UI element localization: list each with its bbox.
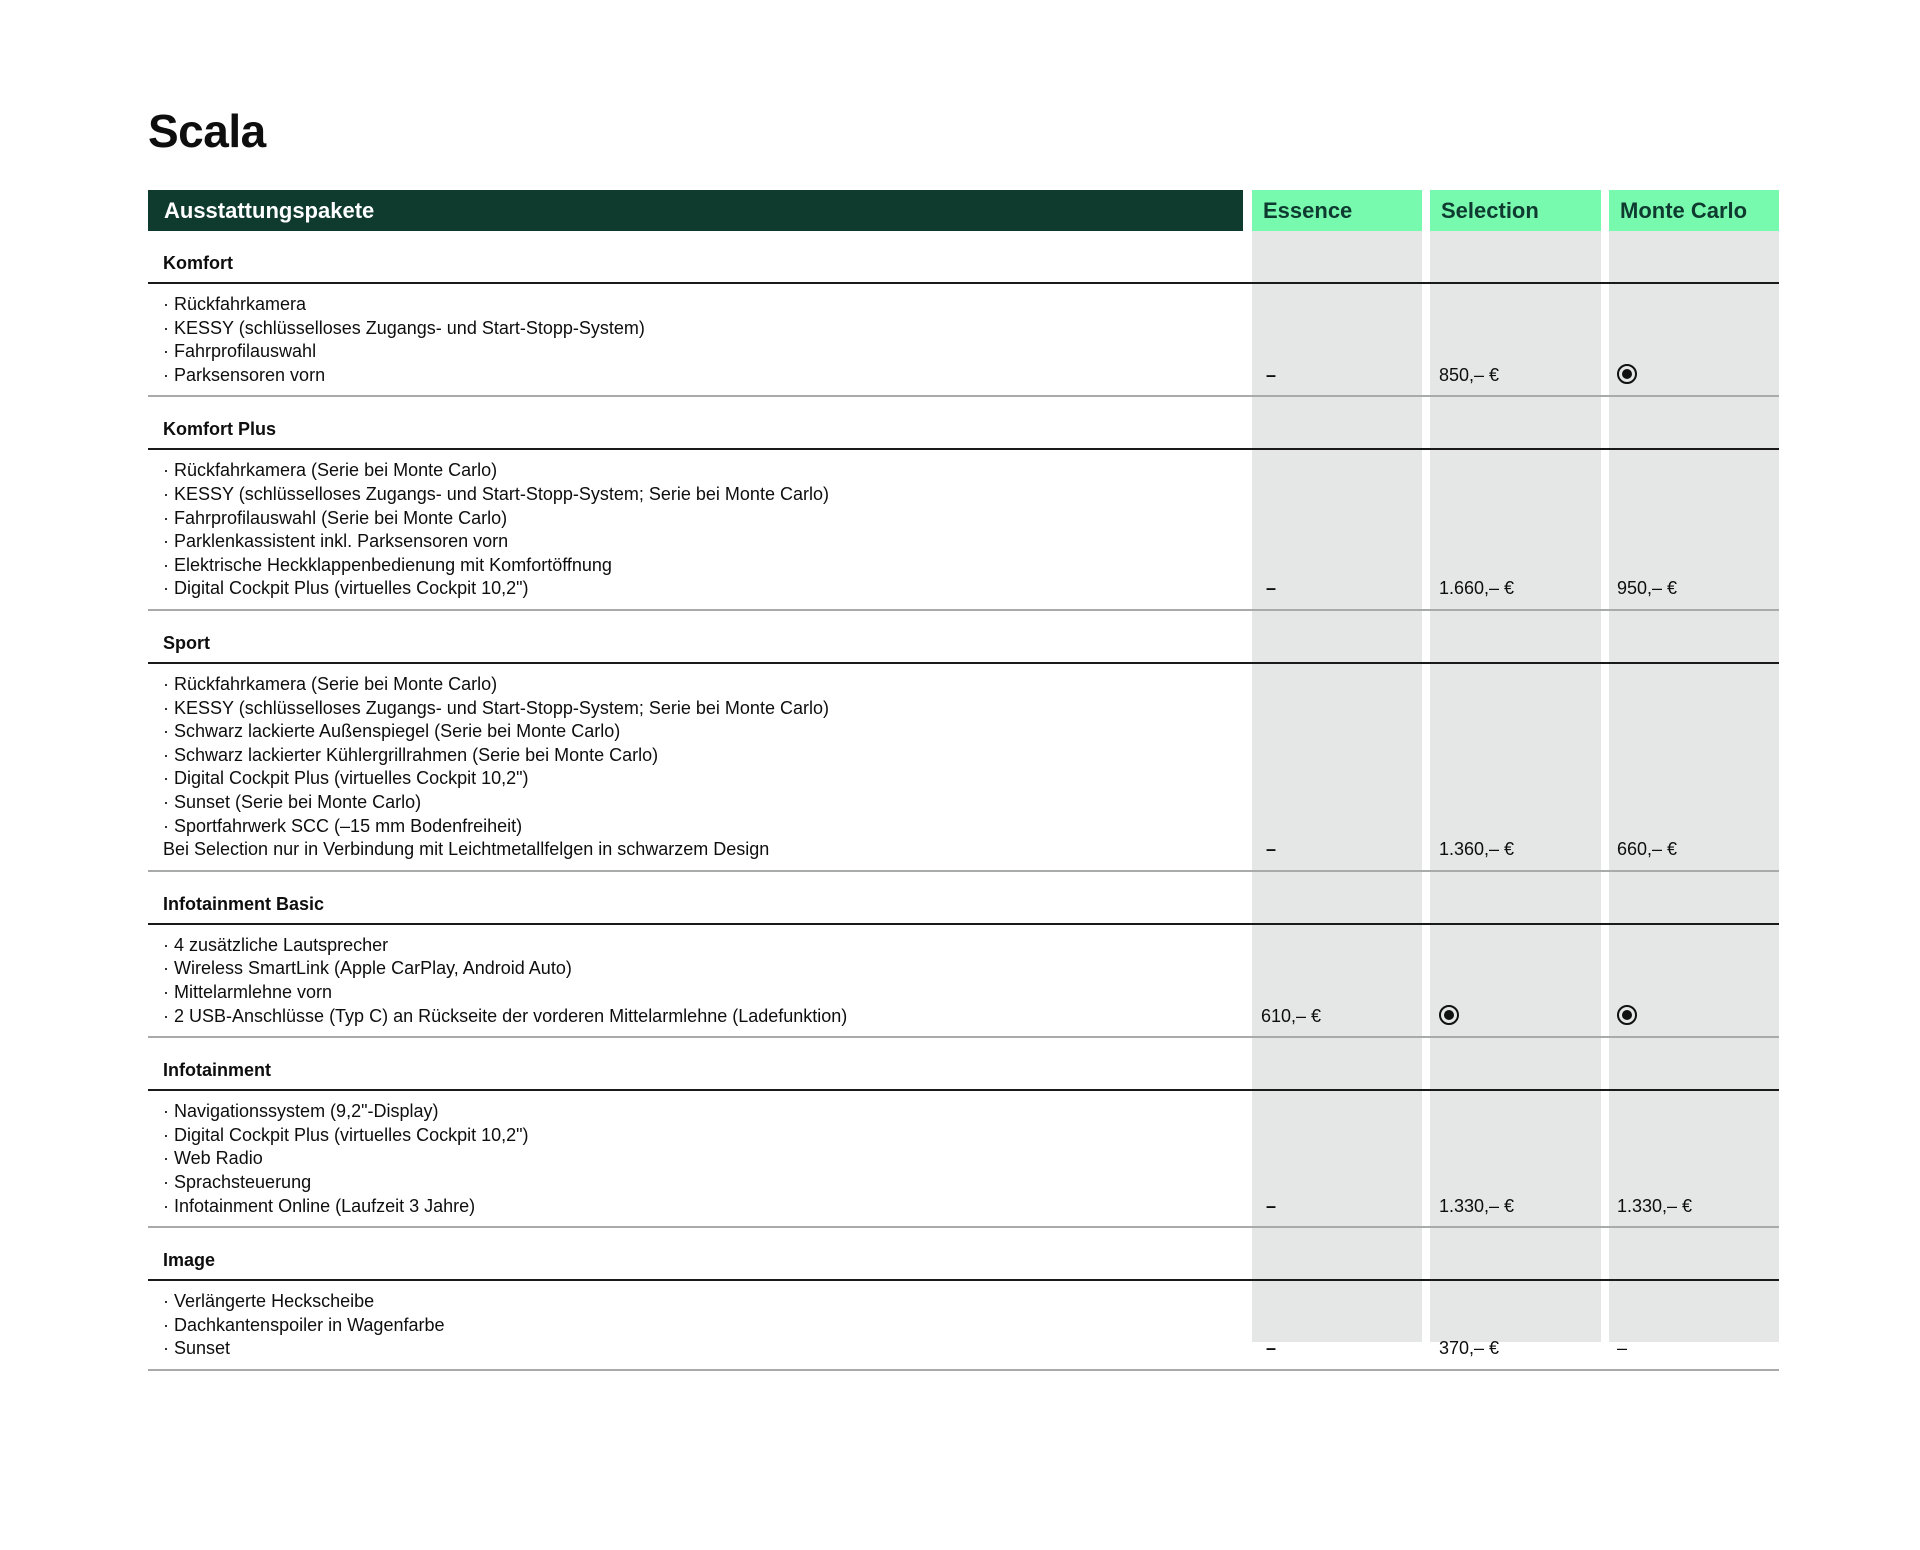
- price-value: 1.360,– €: [1439, 839, 1515, 860]
- feature-item: [163, 1337, 445, 1361]
- feature-item: [163, 791, 829, 815]
- feature-text: Sunset (Serie bei Monte Carlo): [174, 791, 422, 812]
- feature-text: Wireless SmartLink (Apple CarPlay, Android Auto): [174, 958, 572, 979]
- feature-list: [163, 1290, 445, 1361]
- bullet-icon: ·: [163, 317, 169, 338]
- feature-text: Web Radio: [174, 1148, 263, 1169]
- feature-text: Fahrprofilauswahl (Serie bei Monte Carlo): [174, 507, 508, 528]
- feature-text: Parksensoren vorn: [174, 364, 326, 385]
- bullet-icon: ·: [163, 1101, 169, 1122]
- feature-item: [163, 554, 829, 578]
- table-header-packages: Ausstattungspakete: [148, 190, 1243, 231]
- feature-item: [163, 673, 829, 697]
- price-monte-carlo: [1617, 1195, 1692, 1219]
- price-value: 1.330,– €: [1617, 1195, 1693, 1216]
- feature-item: [163, 483, 829, 507]
- bullet-icon: ·: [163, 934, 169, 955]
- package-name: Infotainment: [163, 1060, 271, 1081]
- selection-column-background: [1430, 190, 1601, 1342]
- feature-list: [163, 934, 847, 1028]
- bullet-icon: ·: [163, 460, 169, 481]
- feature-item: [163, 1314, 445, 1338]
- package-divider: [148, 1279, 1779, 1281]
- bullet-icon: ·: [163, 554, 169, 575]
- feature-item: [163, 744, 829, 768]
- feature-list: [163, 1100, 529, 1218]
- bullet-icon: ·: [163, 1171, 169, 1192]
- price-value: –: [1266, 1195, 1277, 1216]
- price-essence: [1261, 577, 1276, 601]
- bullet-icon: ·: [163, 294, 169, 314]
- bullet-icon: ·: [163, 697, 169, 718]
- bullet-icon: ·: [163, 674, 169, 694]
- price-value: 610,– €: [1261, 1005, 1322, 1026]
- page-title: Scala: [148, 105, 266, 157]
- bullet-icon: ·: [163, 364, 169, 385]
- feature-item: [163, 459, 829, 483]
- standard-equipment-icon: [1617, 364, 1637, 384]
- feature-text: Rückfahrkamera: [174, 294, 307, 314]
- section-bottom-rule: [148, 609, 1779, 611]
- bullet-icon: ·: [163, 483, 169, 504]
- feature-text: 2 USB-Anschlüsse (Typ C) an Rückseite der vorderen Mittelarmlehne (Ladefunktion): [174, 1005, 848, 1026]
- price-essence: [1261, 364, 1276, 388]
- feature-item: [163, 934, 847, 958]
- standard-equipment-icon: [1439, 1005, 1459, 1025]
- price-value: –: [1617, 1338, 1628, 1359]
- standard-equipment-icon: [1617, 1005, 1637, 1025]
- bullet-icon: ·: [163, 1314, 169, 1335]
- package-divider: [148, 923, 1779, 925]
- bullet-icon: ·: [163, 958, 169, 979]
- feature-list: [163, 293, 645, 387]
- price-selection: [1439, 364, 1499, 388]
- bullet-icon: ·: [163, 1005, 169, 1026]
- package-divider: [148, 448, 1779, 450]
- bullet-icon: ·: [163, 1338, 169, 1359]
- feature-text: KESSY (schlüsselloses Zugangs- und Start-Stopp-System; Serie bei Monte Carlo): [174, 697, 829, 718]
- feature-text: Rückfahrkamera (Serie bei Monte Carlo): [174, 460, 498, 481]
- feature-text: Parklenkassistent inkl. Parksensoren vorn: [174, 531, 509, 552]
- column-header-essence: Essence: [1252, 190, 1422, 231]
- feature-text: Dachkantenspoiler in Wagenfarbe: [174, 1314, 445, 1335]
- package-divider: [148, 1089, 1779, 1091]
- bullet-icon: ·: [163, 341, 169, 362]
- feature-text: Infotainment Online (Laufzeit 3 Jahre): [174, 1195, 476, 1216]
- feature-item: [163, 767, 829, 791]
- feature-item: [163, 293, 645, 317]
- feature-item: [163, 1100, 529, 1124]
- price-value: 1.660,– €: [1439, 578, 1515, 599]
- price-monte-carlo: [1617, 364, 1637, 388]
- price-essence: [1261, 838, 1276, 862]
- package-note: Bei Selection nur in Verbindung mit Leichtmetallfelgen in schwarzem Design: [163, 839, 770, 860]
- price-monte-carlo: [1617, 1005, 1637, 1029]
- bullet-icon: ·: [163, 791, 169, 812]
- feature-text: Digital Cockpit Plus (virtuelles Cockpit 10,2"): [174, 768, 529, 789]
- bullet-icon: ·: [163, 1195, 169, 1216]
- price-monte-carlo: [1617, 838, 1677, 862]
- price-value: –: [1266, 578, 1277, 599]
- feature-list: [163, 459, 829, 601]
- feature-item: [163, 1171, 529, 1195]
- price-value: –: [1266, 364, 1277, 385]
- feature-text: Sprachsteuerung: [174, 1171, 312, 1192]
- feature-item: [163, 697, 829, 721]
- package-divider: [148, 282, 1779, 284]
- bullet-icon: ·: [163, 507, 169, 528]
- feature-item: [163, 1124, 529, 1148]
- price-selection: [1439, 1195, 1514, 1219]
- price-value: –: [1266, 1338, 1277, 1359]
- feature-text: Elektrische Heckklappenbedienung mit Komfortöffnung: [174, 554, 612, 575]
- feature-item: [163, 1195, 529, 1219]
- price-value: 850,– €: [1439, 364, 1500, 385]
- feature-item: [163, 720, 829, 744]
- section-bottom-rule: [148, 1369, 1779, 1371]
- price-value: 370,– €: [1439, 1338, 1500, 1359]
- section-bottom-rule: [148, 1036, 1779, 1038]
- bullet-icon: ·: [163, 1148, 169, 1169]
- price-selection: [1439, 838, 1514, 862]
- feature-text: Rückfahrkamera (Serie bei Monte Carlo): [174, 674, 498, 694]
- package-name: Komfort: [163, 253, 233, 273]
- bullet-icon: ·: [163, 578, 169, 599]
- section-bottom-rule: [148, 1226, 1779, 1228]
- feature-text: Digital Cockpit Plus (virtuelles Cockpit 10,2"): [174, 1124, 529, 1145]
- monte-carlo-column-background: [1609, 190, 1779, 1342]
- bullet-icon: ·: [163, 721, 169, 742]
- feature-text: Sportfahrwerk SCC (–15 mm Bodenfreiheit): [174, 815, 523, 836]
- price-essence: [1261, 1195, 1276, 1219]
- feature-text: Fahrprofilauswahl: [174, 341, 317, 362]
- column-header-selection: Selection: [1430, 190, 1601, 231]
- feature-item: [163, 815, 829, 839]
- bullet-icon: ·: [163, 1291, 169, 1312]
- bullet-icon: ·: [163, 744, 169, 765]
- package-name: Sport: [163, 633, 210, 653]
- feature-item: [163, 364, 645, 388]
- feature-item: [163, 957, 847, 981]
- bullet-icon: ·: [163, 1124, 169, 1145]
- feature-text: Navigationssystem (9,2"-Display): [174, 1101, 439, 1122]
- feature-text: KESSY (schlüsselloses Zugangs- und Start-Stopp-System; Serie bei Monte Carlo): [174, 483, 829, 504]
- package-name: Komfort Plus: [163, 419, 277, 440]
- feature-text: Mittelarmlehne vorn: [174, 981, 333, 1002]
- essence-column-background: [1252, 190, 1422, 1342]
- feature-item: [163, 1005, 847, 1029]
- price-essence: [1261, 1005, 1321, 1029]
- price-essence: [1261, 1337, 1276, 1361]
- feature-text: Schwarz lackierte Außenspiegel (Serie bei Monte Carlo): [174, 721, 621, 742]
- price-monte-carlo: [1617, 577, 1677, 601]
- price-value: 1.330,– €: [1439, 1195, 1515, 1216]
- price-value: –: [1266, 839, 1277, 860]
- feature-item: [163, 530, 829, 554]
- feature-text: Digital Cockpit Plus (virtuelles Cockpit 10,2"): [174, 578, 529, 599]
- bullet-icon: ·: [163, 815, 169, 836]
- feature-item: [163, 507, 829, 531]
- feature-item: [163, 1147, 529, 1171]
- feature-item: [163, 577, 829, 601]
- package-divider: [148, 662, 1779, 664]
- package-name: Image: [163, 1250, 216, 1271]
- feature-item: [163, 340, 645, 364]
- feature-item: [163, 981, 847, 1005]
- column-header-monte-carlo: Monte Carlo: [1609, 190, 1779, 231]
- bullet-icon: ·: [163, 981, 169, 1002]
- feature-text: Schwarz lackierter Kühlergrillrahmen (Serie bei Monte Carlo): [174, 744, 659, 765]
- feature-item: [163, 317, 645, 341]
- price-monte-carlo: [1617, 1337, 1627, 1361]
- feature-item: [163, 1290, 445, 1314]
- feature-text: 4 zusätzliche Lautsprecher: [174, 934, 389, 955]
- feature-text: KESSY (schlüsselloses Zugangs- und Start-Stopp-System): [174, 317, 645, 338]
- bullet-icon: ·: [163, 531, 169, 552]
- price-selection: [1439, 1005, 1459, 1029]
- price-value: 660,– €: [1617, 839, 1678, 860]
- section-bottom-rule: [148, 395, 1779, 397]
- feature-text: Sunset: [174, 1338, 231, 1359]
- price-selection: [1439, 1337, 1499, 1361]
- feature-list: [163, 673, 829, 862]
- feature-text: Verlängerte Heckscheibe: [174, 1291, 375, 1312]
- price-selection: [1439, 577, 1514, 601]
- package-name: Infotainment Basic: [163, 893, 325, 914]
- price-value: 950,– €: [1617, 578, 1678, 599]
- bullet-icon: ·: [163, 768, 169, 789]
- section-bottom-rule: [148, 870, 1779, 872]
